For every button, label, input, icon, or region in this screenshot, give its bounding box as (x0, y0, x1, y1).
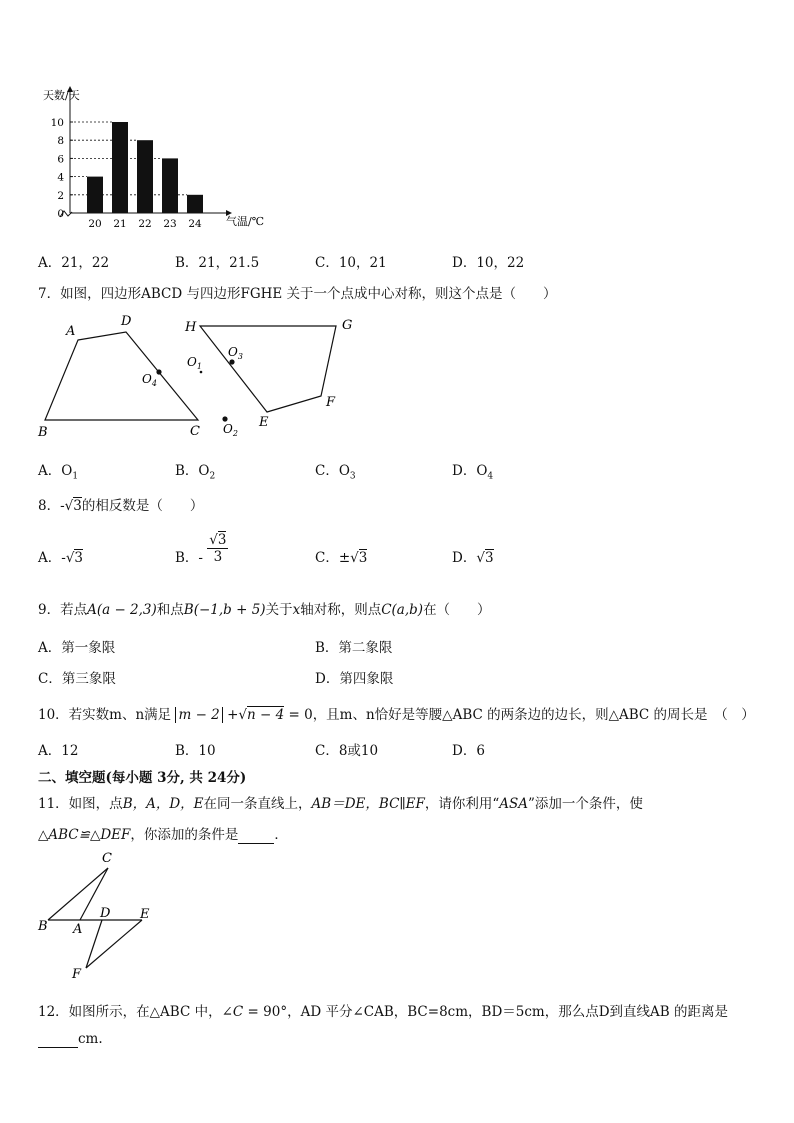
sqrt-sign-icon: √ (64, 498, 74, 514)
label-a: A (73, 922, 83, 937)
label-c: C (190, 424, 200, 439)
temperature-bar-chart (30, 80, 280, 230)
q9-option-d: D．第四象限 (315, 671, 394, 687)
x-tick-label: 22 (138, 218, 152, 230)
q11-line1: 11．如图，点B，A，D，E在同一条直线上，AB＝DE，BC∥EF，请你利用“ASA”添加一个条件，使 (38, 796, 643, 812)
q8-option-b: B．- $\frac{√3}{3}$ (175, 532, 227, 566)
sqrt-sign-icon: √ (350, 550, 359, 566)
label-d: D (100, 906, 111, 921)
quad-abcd (45, 332, 198, 420)
sqrt-sign-icon: √ (65, 550, 75, 566)
q7-option-b: B．$O_2$ (175, 463, 216, 482)
q7-stem: 7．如图，四边形ABCD 与四边形FGHE 关于一个点成中心对称，则这个点是（ ） (38, 286, 557, 302)
label-f: F (72, 967, 82, 982)
q7-quadrilaterals-figure (30, 308, 370, 443)
q9-option-a: A．第一象限 (38, 640, 116, 656)
q6-option-d: D．10，22 (452, 255, 525, 271)
q6-option-c: C．10，21 (315, 255, 387, 271)
label-b: B (38, 425, 48, 440)
x-tick-label: 23 (163, 218, 177, 230)
label-d: D (121, 314, 132, 329)
q7-option-a: A．$O_1$ (38, 463, 79, 482)
q11-triangles-figure (30, 848, 160, 983)
point-o4 (156, 369, 161, 374)
section-heading-fill-in: 二、填空题(每小题 3分, 共 24分) (38, 770, 247, 786)
q8-option-a: A．-√3 (38, 550, 84, 566)
q11-line2: △ABC≌△DEF，你添加的条件是 ． (38, 827, 288, 843)
label-b: B (38, 919, 48, 934)
sqrt-sign-icon: √ (238, 707, 247, 723)
sqrt-sign-icon: √ (209, 532, 218, 548)
y-axis-title: 天数/天 (43, 89, 80, 102)
label-h: H (185, 320, 197, 335)
bar (87, 177, 103, 213)
bar (162, 158, 178, 213)
label-a: A (66, 324, 76, 339)
x-tick-label: 21 (113, 218, 127, 230)
q9-option-b: B．第二象限 (315, 640, 393, 656)
y-tick-label: 2 (57, 189, 64, 202)
label-o3: $O_3$ (228, 345, 243, 361)
q10-option-a: A．12 (38, 743, 79, 759)
label-e: E (259, 415, 269, 430)
q12-line1: 12．如图所示，在△ABC 中，∠C = 90°，AD 平分∠CAB，BC=8cm，BD＝5cm，那么点D到直线AB 的距离是 (38, 1004, 729, 1020)
q7-option-c: C．$O_3$ (315, 463, 356, 482)
y-tick-label: 6 (57, 153, 64, 166)
label-g: G (342, 318, 353, 333)
label-c: C (102, 851, 112, 866)
q10-option-b: B．10 (175, 743, 216, 759)
q12-line2: cm. (38, 1031, 103, 1048)
q7-option-d: D．$O_4$ (452, 463, 494, 482)
quad-hgfe (200, 326, 336, 412)
q10-option-c: C．8或10 (315, 743, 379, 759)
point-o3 (229, 359, 234, 364)
answer-blank[interactable] (238, 827, 274, 844)
sqrt-sign-icon: √ (476, 550, 485, 566)
y-tick-label: 0 (57, 208, 64, 220)
bar (112, 122, 128, 213)
point-o2 (222, 416, 227, 421)
label-o1: $O_1$ (187, 355, 202, 371)
q9-stem: 9．若点A(a − 2,3)和点B(−1,b + 5)关于x轴对称，则点C(a,b)在（ ） (38, 602, 491, 618)
bar (137, 140, 153, 213)
q8-stem: 8．-√3的相反数是（ ） (38, 498, 204, 514)
q6-option-a: A．21，22 (38, 255, 110, 271)
q9-option-c: C．第三象限 (38, 671, 116, 687)
label-e: E (140, 907, 150, 922)
y-tick-label: 10 (50, 117, 64, 129)
answer-blank[interactable] (38, 1031, 78, 1048)
x-tick-label: 20 (88, 218, 102, 230)
label-o2: $O_2$ (223, 422, 238, 438)
q6-option-b: B．21，21.5 (175, 255, 260, 271)
label-f: F (326, 395, 336, 410)
q10-stem: 10．若实数m、n满足 m − 2 +√n − 4 = 0，且m、n恰好是等腰△ABC 的两条边的边长，则△ABC 的周长是 （ ） (38, 707, 755, 723)
x-axis-title: 气温/℃ (226, 215, 265, 228)
label-o4: $O_4$ (142, 372, 157, 388)
q8-option-c: C．±√3 (315, 550, 368, 566)
y-tick-label: 8 (57, 135, 64, 148)
x-tick-label: 24 (188, 218, 202, 230)
q10-option-d: D．6 (452, 743, 485, 759)
y-tick-label: 4 (57, 171, 64, 184)
q8-option-d: D．√3 (452, 550, 494, 566)
bar (187, 195, 203, 213)
point-o1 (200, 371, 203, 374)
